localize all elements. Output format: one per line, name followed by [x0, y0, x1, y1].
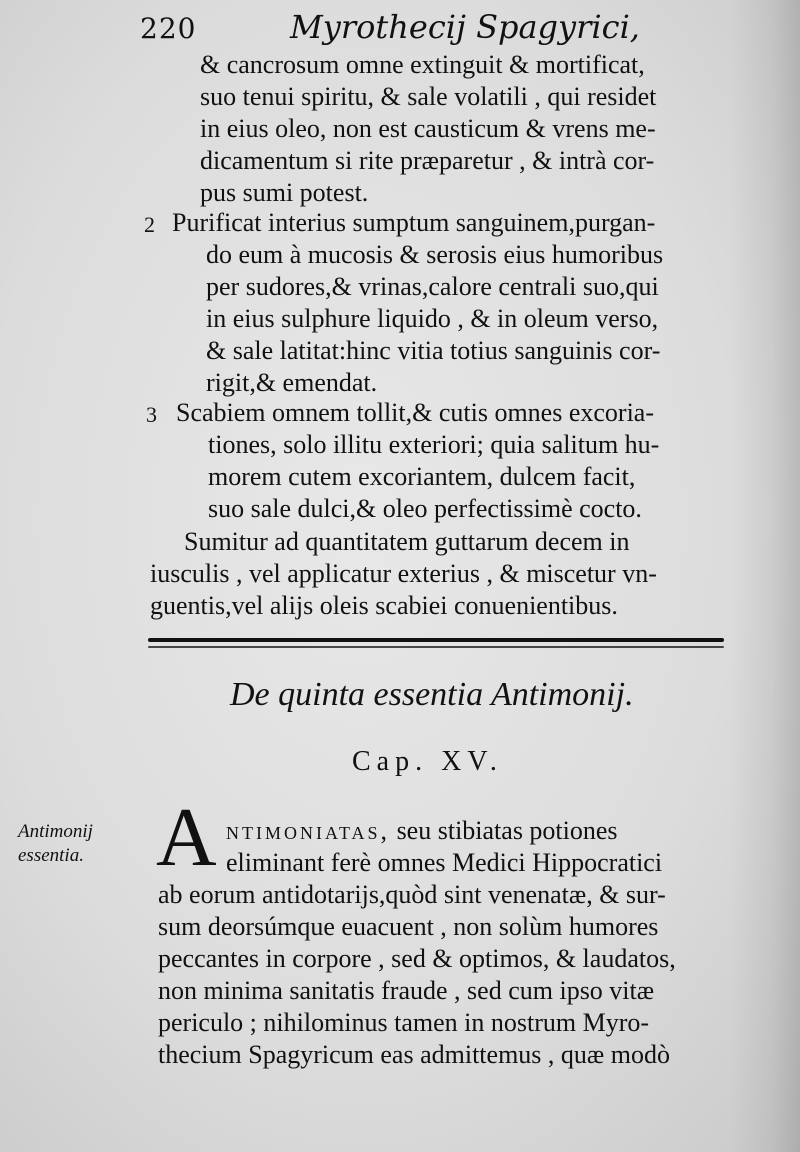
page-edge-shadow — [730, 0, 800, 1152]
text-line: non minima sanitatis fraude , sed cum ipso vitæ — [158, 976, 655, 1005]
chapter-number: Cap. XV. — [352, 746, 503, 777]
text-line: Purificat interius sumptum sanguinem,purgan- — [172, 208, 656, 237]
margin-note-line: Antimonij — [18, 821, 93, 842]
text-line — [226, 815, 618, 847]
text-line: dicamentum si rite præparetur , & intrà cor- — [200, 146, 655, 175]
text-line: & cancrosum omne extinguit & mortificat, — [200, 50, 645, 79]
text-line: in eius sulphure liquido , & in oleum verso, — [206, 304, 659, 333]
text-line: periculo ; nihilominus tamen in nostrum Myro- — [158, 1008, 650, 1037]
text-line: peccantes in corpore , sed & optimos, & laudatos, — [158, 944, 676, 973]
item-number: 2 — [144, 212, 155, 237]
text-line: morem cutem excoriantem, dulcem facit, — [208, 462, 636, 491]
item-number: 3 — [146, 402, 157, 427]
ornamental-rule — [148, 638, 724, 642]
text-line: guentis,vel alijs oleis scabiei conuenientibus. — [150, 591, 618, 620]
chapter-title: De quinta essentia Antimonij. — [230, 676, 634, 713]
page-header — [140, 6, 740, 46]
text-line: pus sumi potest. — [200, 178, 369, 207]
text-line: & sale latitat:hinc vitia totius sanguinis cor- — [206, 336, 661, 365]
text-line: suo sale dulci,& oleo perfectissimè cocto. — [208, 494, 642, 523]
text-line: sum deorsúmque euacuent , non solùm humores — [158, 912, 659, 941]
text-line: thecium Spagyricum eas admittemus , quæ modò — [158, 1040, 670, 1069]
running-title: Myrothecij Spagyrici, — [290, 8, 640, 46]
text-line: suo tenui spiritu, & sale volatili , qui residet — [200, 82, 657, 111]
text-line: iusculis , vel applicatur exterius , & miscetur vn- — [150, 559, 657, 588]
text-line: tiones, solo illitu exteriori; quia salitum hu- — [208, 430, 660, 459]
margin-note-line: essentia. — [18, 845, 84, 866]
text-line: per sudores,& vrinas,calore centrali suo,qui — [206, 272, 659, 301]
page-number: 220 — [140, 12, 197, 45]
first-words: ntimoniatas, — [226, 816, 391, 845]
ornamental-rule — [148, 646, 724, 648]
text-line: rigit,& emendat. — [206, 368, 378, 397]
text-line: in eius oleo, non est causticum & vrens me- — [200, 114, 656, 143]
drop-cap: A — [156, 791, 217, 884]
text-line: ab eorum antidotarijs,quòd sint venenatæ, & sur- — [158, 880, 666, 909]
text-line: Scabiem omnem tollit,& cutis omnes excoria- — [176, 398, 655, 427]
text-line: eliminant ferè omnes Medici Hippocratici — [226, 848, 663, 877]
first-line-rest: seu stibiatas potiones — [390, 816, 618, 845]
text-line: Sumitur ad quantitatem guttarum decem in — [184, 527, 630, 556]
text-line: do eum à mucosis & serosis eius humoribus — [206, 240, 664, 269]
